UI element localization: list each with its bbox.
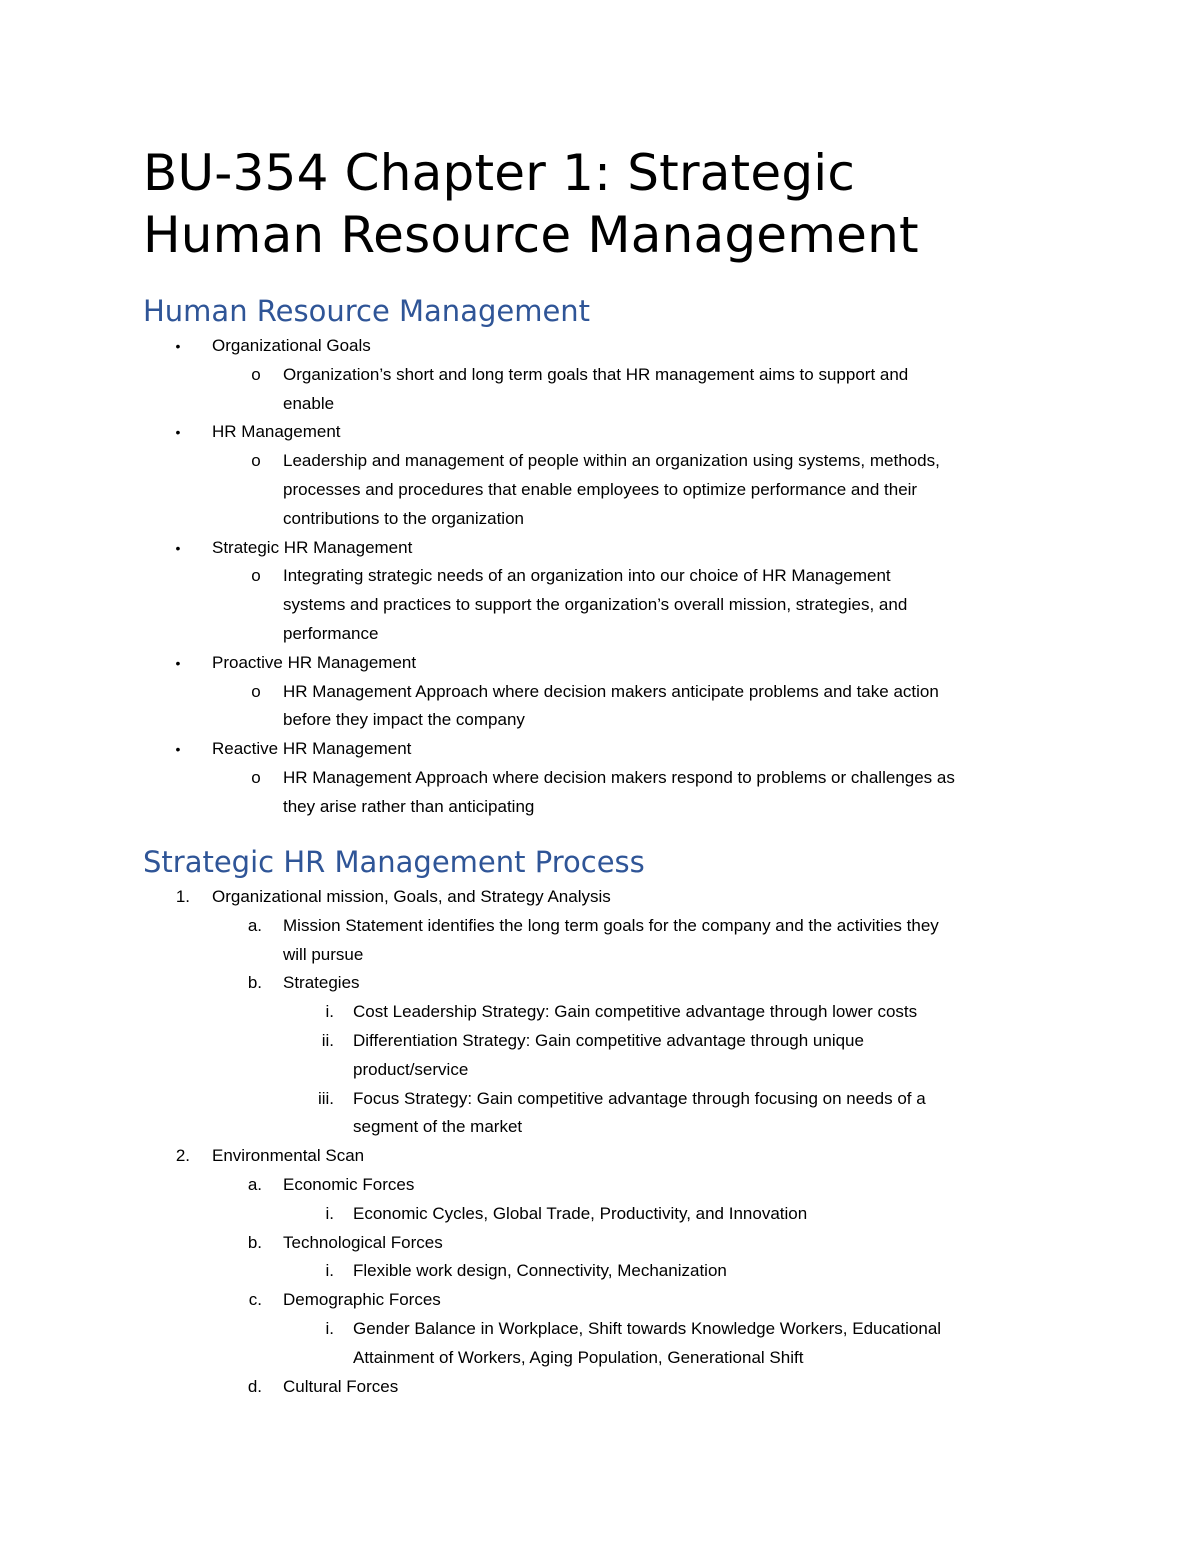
list-marker: •: [175, 338, 181, 354]
section-heading-process: Strategic HR Management Process: [143, 845, 645, 879]
list-item-text: Leadership and management of people within an organization using systems, methods,: [283, 451, 940, 471]
list-item-text: Demographic Forces: [283, 1290, 441, 1310]
list-item-text: Cultural Forces: [283, 1376, 399, 1396]
list-item-text: Economic Cycles, Global Trade, Productivity, and Innovation: [353, 1203, 808, 1223]
list-marker: d.: [247, 1376, 262, 1396]
title-line-1: BU-354 Chapter 1: Strategic: [143, 144, 856, 202]
list-marker: i.: [325, 1002, 334, 1022]
list-marker: a.: [247, 915, 262, 935]
list-item-text: HR Management Approach where decision makers respond to problems or challenges as: [283, 768, 955, 787]
list-item-text: product/service: [353, 1059, 469, 1079]
list-marker: •: [175, 424, 181, 441]
list-marker: •: [175, 741, 181, 758]
list-marker: o: [251, 451, 261, 471]
list-item-text: Flexible work design, Connectivity, Mechanization: [353, 1261, 727, 1281]
title-line-2: Human Resource Management: [143, 206, 919, 264]
list-item-text: Proactive HR Management: [212, 652, 417, 672]
list-marker: i.: [325, 1261, 334, 1281]
list-marker: •: [175, 654, 181, 671]
list-item-text: Focus Strategy: Gain competitive advantage through focusing on needs of a: [353, 1088, 926, 1108]
list-marker: i.: [325, 1319, 334, 1338]
list-item-text: they arise rather than anticipating: [283, 796, 535, 816]
list-item-text: will pursue: [283, 944, 364, 964]
list-item-text: HR Management Approach where decision makers anticipate problems and take action: [283, 681, 939, 701]
list-item-text: segment of the market: [353, 1117, 523, 1137]
document-title: [143, 142, 919, 266]
list-marker: b.: [247, 973, 262, 993]
list-item-text: Organizational mission, Goals, and Strategy Analysis: [212, 887, 611, 906]
list-item-text: systems and practices to support the organization’s overall mission, strategies, and: [283, 595, 908, 615]
list-item-text: HR Management: [212, 422, 341, 442]
list-item-text: Organizational Goals: [212, 336, 371, 355]
list-marker: a.: [247, 1175, 262, 1194]
list-item-text: Mission Statement identifies the long term goals for the company and the activities they: [283, 915, 939, 935]
list-marker: o: [251, 566, 261, 586]
list-marker: iii.: [317, 1088, 334, 1108]
list-item-text: Strategic HR Management: [212, 537, 413, 557]
list-marker: ii.: [321, 1031, 334, 1050]
list-item-text: Attainment of Workers, Aging Population, Generational Shift: [353, 1347, 804, 1367]
list-marker: o: [251, 768, 261, 787]
list-marker: b.: [247, 1232, 262, 1252]
list-marker: o: [251, 364, 261, 384]
list-item-text: Technological Forces: [283, 1232, 443, 1252]
list-item-text: performance: [283, 624, 379, 643]
list-item-text: Organization’s short and long term goals that HR management aims to support and: [283, 364, 909, 384]
list-item-text: Environmental Scan: [212, 1146, 365, 1166]
section-heading-hrm: Human Resource Management: [143, 294, 591, 328]
list-item-text: Strategies: [283, 973, 360, 993]
list-item-text: contributions to the organization: [283, 508, 524, 528]
list-marker: o: [251, 681, 261, 701]
list-marker: 1.: [175, 887, 190, 906]
list-item-text: Integrating strategic needs of an organization into our choice of HR Management: [283, 566, 891, 586]
list-item-text: Differentiation Strategy: Gain competitive advantage through unique: [353, 1031, 864, 1050]
list-item-text: Reactive HR Management: [212, 739, 412, 759]
list-item-text: enable: [283, 393, 335, 413]
list-marker: i.: [325, 1203, 334, 1223]
list-marker: 2.: [175, 1146, 190, 1166]
list-item-text: Cost Leadership Strategy: Gain competitive advantage through lower costs: [353, 1002, 918, 1022]
list-item-text: processes and procedures that enable employees to optimize performance and their: [283, 480, 918, 499]
list-item-text: Gender Balance in Workplace, Shift towards Knowledge Workers, Educational: [353, 1319, 942, 1338]
list-marker: c.: [248, 1290, 262, 1310]
list-marker: •: [175, 539, 181, 556]
list-item-text: Economic Forces: [283, 1175, 415, 1194]
list-item-text: before they impact the company: [283, 710, 525, 730]
